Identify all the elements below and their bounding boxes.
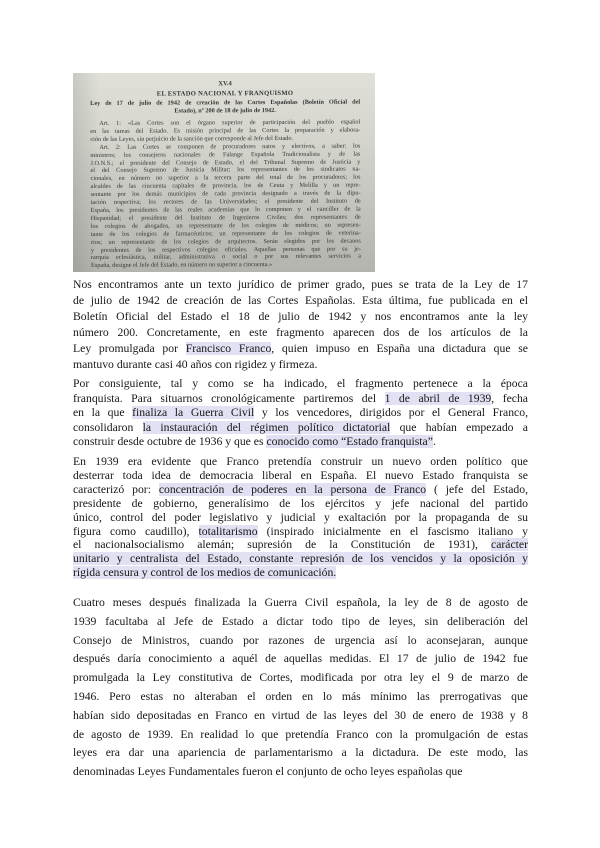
- body-paragraph: [73, 594, 528, 782]
- text-segment: En 1939 era evidente que Franco pretendía construir un nuevo orden político que: [73, 455, 528, 468]
- text-segment: construir desde octubre de 1936 y que es: [73, 435, 267, 449]
- text-line: [73, 309, 528, 325]
- photo-text-line: rios; un representante de los colegios de arquitectos. Serán elegidos por los decanos: [90, 237, 361, 246]
- highlighted-text: conocido como “Estado franquista”: [266, 435, 433, 449]
- text-segment: promulgada la Ley constitutiva de Cortes, modificada por otra ley el 9 de marzo de: [73, 671, 528, 685]
- text-segment: mantuvo durante casi 40 años con rigidez y firmeza.: [73, 358, 318, 371]
- text-line: [73, 392, 528, 407]
- text-segment: en la que: [73, 406, 133, 420]
- highlighted-text: finaliza la Guerra Civil: [132, 406, 255, 420]
- photo-articles: [90, 119, 361, 271]
- text-line: [73, 669, 528, 688]
- body-paragraph: [73, 455, 528, 580]
- text-segment: denominadas Leyes Fundamentales fueron el conjunto de ocho leyes españolas que: [73, 765, 463, 779]
- photo-text-line: sentante por los demás municipios de cada provincia designado a través de la dipu-: [90, 189, 361, 199]
- photo-text-line: Hispanidad; el presidente del Instituto de Ingenieros Civiles; dos representantes de: [90, 213, 361, 222]
- photo-source-line: Estado), nº 200 de 18 de julio de 1942.: [174, 107, 276, 115]
- text-segment: , quien impuso en España una dictadura que se: [271, 342, 528, 355]
- photo-text-line: cionales, en número no superior a la tercera parte del total de los procuradores; los: [90, 173, 361, 183]
- text-line: [73, 688, 528, 707]
- photo-heading-title: EL ESTADO NACIONAL Y FRANQUISMO: [156, 89, 294, 98]
- photo-text-line: España, los presidentes de las reales academias que lo componen y el canciller de la: [90, 205, 361, 214]
- highlighted-text: unitario y centralista del Estado, constante represión de los vencidos y la oposición y: [73, 552, 528, 566]
- text-segment: .: [432, 435, 436, 449]
- text-segment: de julio de 1942 de creación de las Cortes Españolas. Esta última, fue publicada en el: [73, 294, 528, 307]
- text-line: [73, 744, 528, 763]
- text-segment: Ley promulgada por: [73, 342, 186, 355]
- text-segment: figura como caudillo),: [73, 524, 199, 538]
- highlighted-text: 1 de abril de 1939: [384, 391, 492, 405]
- photo-source-line: Ley de 17 de julio de 1942 de creación de las Cortes Españolas (Boletín Oficial del: [90, 98, 361, 107]
- photo-text-line: en las tareas del Estado. Es misión principal de las Cortes la preparación y elabora-: [90, 126, 361, 135]
- text-line: [73, 435, 528, 450]
- photo-text-line: ción de las Leyes, sin perjuicio de la sanción que corresponde al Jefe del Estado.: [90, 134, 294, 143]
- text-line: [73, 377, 528, 392]
- text-line: [73, 566, 528, 580]
- text-line: [73, 613, 528, 632]
- text-line: [73, 632, 528, 651]
- book-page-photo: [73, 73, 375, 272]
- text-line: [73, 497, 528, 511]
- highlighted-text: totalitarismo: [198, 524, 258, 538]
- text-segment: franquista. Para situarnos cronológicamente partiremos del: [73, 391, 385, 405]
- text-line: [73, 341, 528, 357]
- text-line: [73, 357, 528, 373]
- text-segment: único, control del poder legislativo y judicial y exaltación por la propaganda de su: [73, 510, 528, 524]
- text-line: [73, 525, 528, 539]
- photo-text-line: los colegios de abogados, un representante de los colegios de médicos; un represen-: [90, 221, 361, 230]
- text-line: [73, 483, 528, 497]
- text-line: [73, 511, 528, 525]
- body-paragraph: [73, 277, 528, 373]
- text-line: [73, 726, 528, 745]
- text-line: [73, 406, 528, 421]
- text-line: [73, 552, 528, 566]
- photo-text-line: tación respectiva; los rectores de las Universidades; el presidente del Instituto de: [90, 197, 361, 207]
- photo-text-line: y presidentes de los respectivos colegios oficiales. Aquellas personas que por su je-: [90, 245, 361, 254]
- photo-text-line: Art. 2: Las Cortes se componen de procuradores natos y electivos, a saber: los: [99, 142, 361, 151]
- text-segment: después daría conocimiento a aquél de aquellas medidas. El 17 de julio de 1942 fue: [73, 652, 528, 666]
- text-line: [73, 707, 528, 726]
- photo-heading-number: XV.4: [218, 80, 232, 88]
- photo-text-line: rarquía eclesiástica, militar, administrativa o social o por sus relevantes servicios a: [90, 252, 361, 262]
- text-segment: Consejo de Ministros, cuando por razones de urgencia así lo aconsejaran, aunque: [73, 633, 528, 647]
- text-segment: Cuatro meses después finalizada la Guerra Civil española, la ley de 8 de agosto de: [73, 596, 528, 609]
- text-segment: y los vencedores, dirigidos por el General Franco,: [254, 406, 528, 420]
- text-segment: , fecha: [491, 391, 528, 405]
- photo-text-line: Art. 1: «Las Cortes son el órgano superior de participación del pueblo español: [99, 118, 361, 127]
- text-line: [73, 763, 528, 782]
- text-segment: de agosto de 1939. En realidad lo que pretendía Franco con la promulgación de estas: [73, 727, 528, 741]
- body-paragraph: [73, 377, 528, 450]
- book-page-text: [90, 80, 361, 271]
- text-line: [73, 455, 528, 469]
- highlighted-text: la instauración del régimen político dictatorial: [142, 420, 391, 434]
- text-segment: el nacionalsocialismo alemán; supresión de la Constitución de 1931),: [73, 538, 492, 552]
- text-segment: desterrar toda idea de democracia liberal en España. El nuevo Estado franquista se: [73, 468, 528, 482]
- text-line: [73, 325, 528, 341]
- text-segment: caracterizó por:: [73, 482, 159, 496]
- text-segment: ( jefe del Estado,: [426, 482, 528, 496]
- highlighted-text: concentración de poderes en la persona de Franco: [158, 482, 427, 496]
- photo-text-line: J.O.N.S.; el presidente del Consejo de Estado, el del Tribunal Supremo de Justicia y: [90, 158, 361, 167]
- text-segment: que habían empezado a: [390, 420, 528, 434]
- text-segment: consolidaron: [73, 420, 143, 434]
- text-segment: presidente de gobierno, generalísimo de los ejércitos y jefe nacional del partido: [73, 496, 528, 510]
- photo-text-line: ministros; los consejeros nacionales de Falange Española Tradicionalista y de las: [90, 150, 361, 159]
- text-line: [73, 594, 528, 613]
- photo-source-reference: [90, 99, 360, 116]
- text-line: [73, 421, 528, 436]
- text-line: [73, 469, 528, 483]
- photo-text-line: alcaldes de las cincuenta capitales de provincia, los de Ceuta y Melilla y un repre-: [90, 181, 361, 191]
- highlighted-text: carácter: [491, 538, 528, 552]
- photo-text-line: tante de los colegios de farmacéuticos; un representante de los colegios de veterina-: [90, 229, 361, 238]
- highlighted-text: rígida censura y control de los medios de comunicación.: [73, 566, 337, 580]
- text-segment: Por consiguiente, tal y como se ha indicado, el fragmento pertenece a la época: [73, 377, 528, 390]
- text-segment: 1939 facultaba al Jefe de Estado a dictar todo tipo de leyes, sin deliberación del: [73, 614, 528, 628]
- text-line: [73, 277, 528, 293]
- text-segment: Nos encontramos ante un texto jurídico de primer grado, pues se trata de la Ley de 17: [73, 278, 528, 291]
- text-line: [73, 293, 528, 309]
- photo-text-line: el del Consejo Supremo de Justicia Militar; los representantes de los sindicatos na-: [90, 166, 361, 175]
- photo-text-line: España, designe el Jefe del Estado, en número no superior a cincuenta.»: [90, 261, 273, 270]
- text-segment: (inspirado inicialmente en el fascismo italiano y: [257, 524, 528, 538]
- text-line: [73, 650, 528, 669]
- text-segment: leyes era dar una apariencia de parlamentarismo a la dictadura. De este modo, las: [73, 746, 528, 760]
- highlighted-text: Francisco Franco: [185, 342, 272, 355]
- text-segment: habían sido depositadas en Franco en virtud de las leyes del 30 de enero de 1938 y 8: [73, 708, 528, 722]
- text-line: [73, 538, 528, 552]
- text-segment: 1946. Pero estas no alteraban el orden en lo más mínimo las prerrogativas que: [73, 689, 528, 703]
- text-segment: número 200. Concretamente, en este fragmento aparecen dos de los artículos de la: [73, 326, 528, 339]
- text-segment: Boletín Oficial del Estado el 18 de julio de 1942 y nos encontramos ante la ley: [73, 310, 528, 323]
